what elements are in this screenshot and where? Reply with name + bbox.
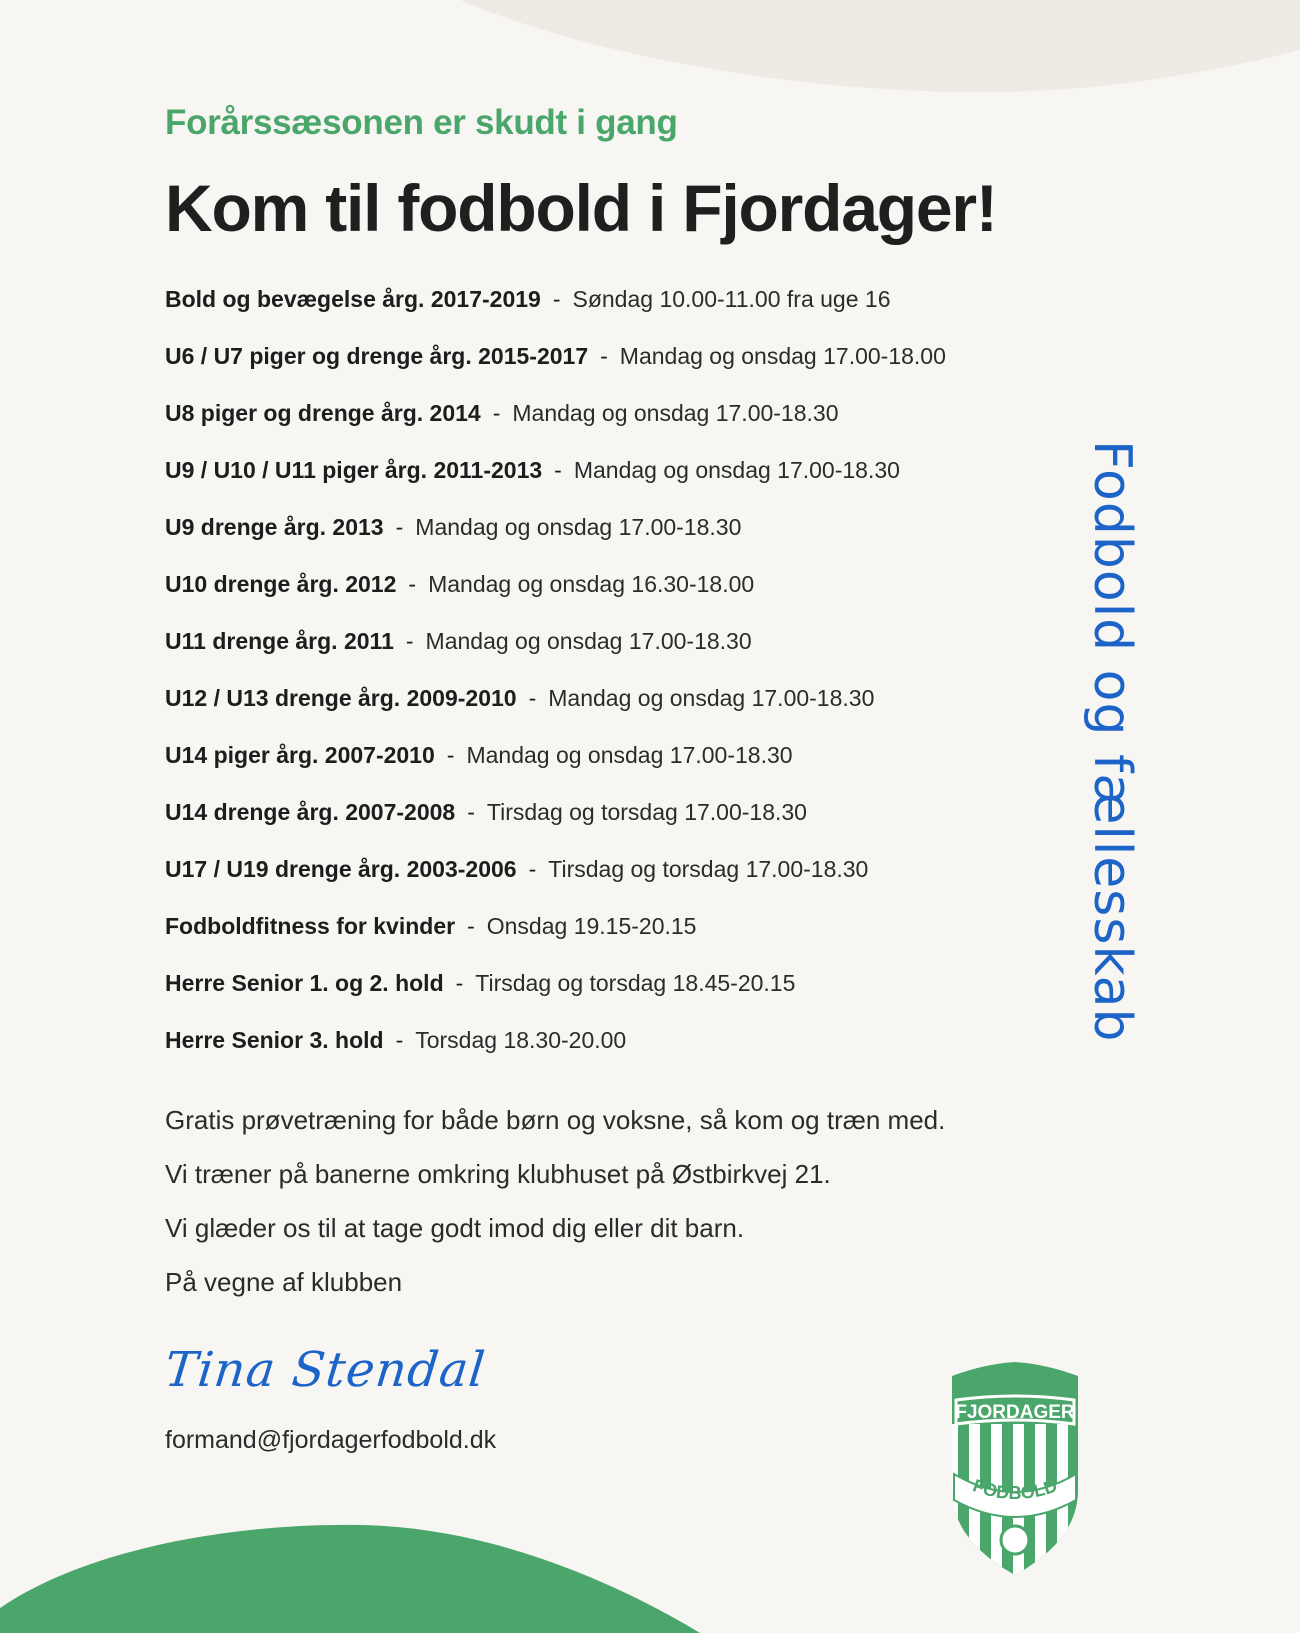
side-slogan	[1072, 440, 1142, 1043]
schedule-list	[165, 282, 946, 1080]
schedule-item	[165, 282, 946, 339]
schedule-item	[165, 567, 946, 624]
email-address[interactable]: formand@fjordagerfodbold.dk	[165, 1426, 497, 1454]
top-wave-decoration	[0, 0, 1300, 110]
logo-text-bottom: FODBOLD	[970, 1475, 1060, 1503]
schedule-item	[165, 852, 946, 909]
separator: -	[446, 742, 455, 768]
training-time: Torsdag 18.30-20.00	[415, 1027, 627, 1053]
schedule-item	[165, 453, 946, 510]
separator: -	[528, 685, 537, 711]
page-title: Kom til fodbold i Fjordager!	[165, 171, 997, 245]
training-time: Mandag og onsdag 17.00-18.30	[425, 628, 752, 654]
training-time: Mandag og onsdag 16.30-18.00	[428, 571, 755, 597]
separator: -	[455, 970, 464, 996]
info-text	[165, 1103, 945, 1319]
team-name: Herre Senior 3. hold	[165, 1027, 384, 1053]
training-time: Mandag og onsdag 17.00-18.30	[466, 742, 793, 768]
separator: -	[467, 799, 475, 825]
team-name: U11 drenge årg. 2011	[165, 628, 394, 654]
info-paragraph: På vegne af klubben	[165, 1267, 403, 1297]
training-time: Tirsdag og torsdag 17.00-18.30	[548, 856, 869, 882]
schedule-item	[165, 339, 946, 396]
schedule-item	[165, 738, 946, 795]
training-time: Mandag og onsdag 17.00-18.30	[548, 685, 875, 711]
side-slogan-text: Fodbold og fællesskab	[1082, 440, 1142, 1043]
training-time: Mandag og onsdag 17.00-18.30	[573, 457, 900, 483]
separator: -	[552, 286, 561, 312]
separator: -	[395, 514, 404, 540]
training-time: Mandag og onsdag 17.00-18.30	[512, 400, 839, 426]
subtitle: Forårssæsonen er skudt i gang	[165, 103, 678, 142]
team-name: U6 / U7 piger og drenge årg. 2015-2017	[165, 343, 589, 369]
schedule-item	[165, 909, 946, 966]
bottom-wave-decoration	[0, 1523, 1300, 1633]
training-time: Tirsdag og torsdag 17.00-18.30	[486, 799, 807, 825]
team-name: Herre Senior 1. og 2. hold	[165, 970, 444, 996]
team-name: U10 drenge årg. 2012	[165, 571, 397, 597]
separator: -	[467, 913, 475, 939]
training-time: Onsdag 19.15-20.15	[486, 913, 697, 939]
separator: -	[408, 571, 417, 597]
separator: -	[554, 457, 562, 483]
separator: -	[528, 856, 537, 882]
training-time: Tirsdag og torsdag 18.45-20.15	[475, 970, 796, 996]
schedule-item	[165, 966, 946, 1023]
team-name: U9 drenge årg. 2013	[165, 514, 384, 540]
logo-text-top: FJORDAGER	[955, 1402, 1075, 1423]
separator: -	[395, 1027, 404, 1053]
info-paragraph: Vi træner på banerne omkring klubhuset på Østbirkvej 21.	[165, 1159, 831, 1189]
schedule-item	[165, 681, 946, 738]
schedule-item	[165, 396, 946, 453]
info-paragraph: Vi glæder os til at tage godt imod dig eller dit barn.	[165, 1213, 745, 1243]
schedule-item	[165, 795, 946, 852]
schedule-item	[165, 510, 946, 567]
team-name: Fodboldfitness for kvinder	[165, 913, 456, 939]
training-time: Mandag og onsdag 17.00-18.30	[415, 514, 742, 540]
separator: -	[405, 628, 414, 654]
signature: Tina Stendal	[162, 1342, 489, 1398]
training-time: Søndag 10.00-11.00 fra uge 16	[572, 286, 891, 312]
training-time: Mandag og onsdag 17.00-18.00	[619, 343, 946, 369]
separator: -	[600, 343, 608, 369]
team-name: U8 piger og drenge årg. 2014	[165, 400, 481, 426]
separator: -	[492, 400, 501, 426]
schedule-item	[165, 624, 946, 681]
info-paragraph: Gratis prøvetræning for både børn og voksne, så kom og træn med.	[165, 1105, 946, 1135]
team-name: U12 / U13 drenge årg. 2009-2010	[165, 685, 517, 711]
team-name: U14 drenge årg. 2007-2008	[165, 799, 456, 825]
schedule-item	[165, 1023, 946, 1080]
team-name: Bold og bevægelse årg. 2017-2019	[165, 286, 541, 312]
team-name: U14 piger årg. 2007-2010	[165, 742, 435, 768]
team-name: U9 / U10 / U11 piger årg. 2011-2013	[165, 457, 543, 483]
team-name: U17 / U19 drenge årg. 2003-2006	[165, 856, 517, 882]
